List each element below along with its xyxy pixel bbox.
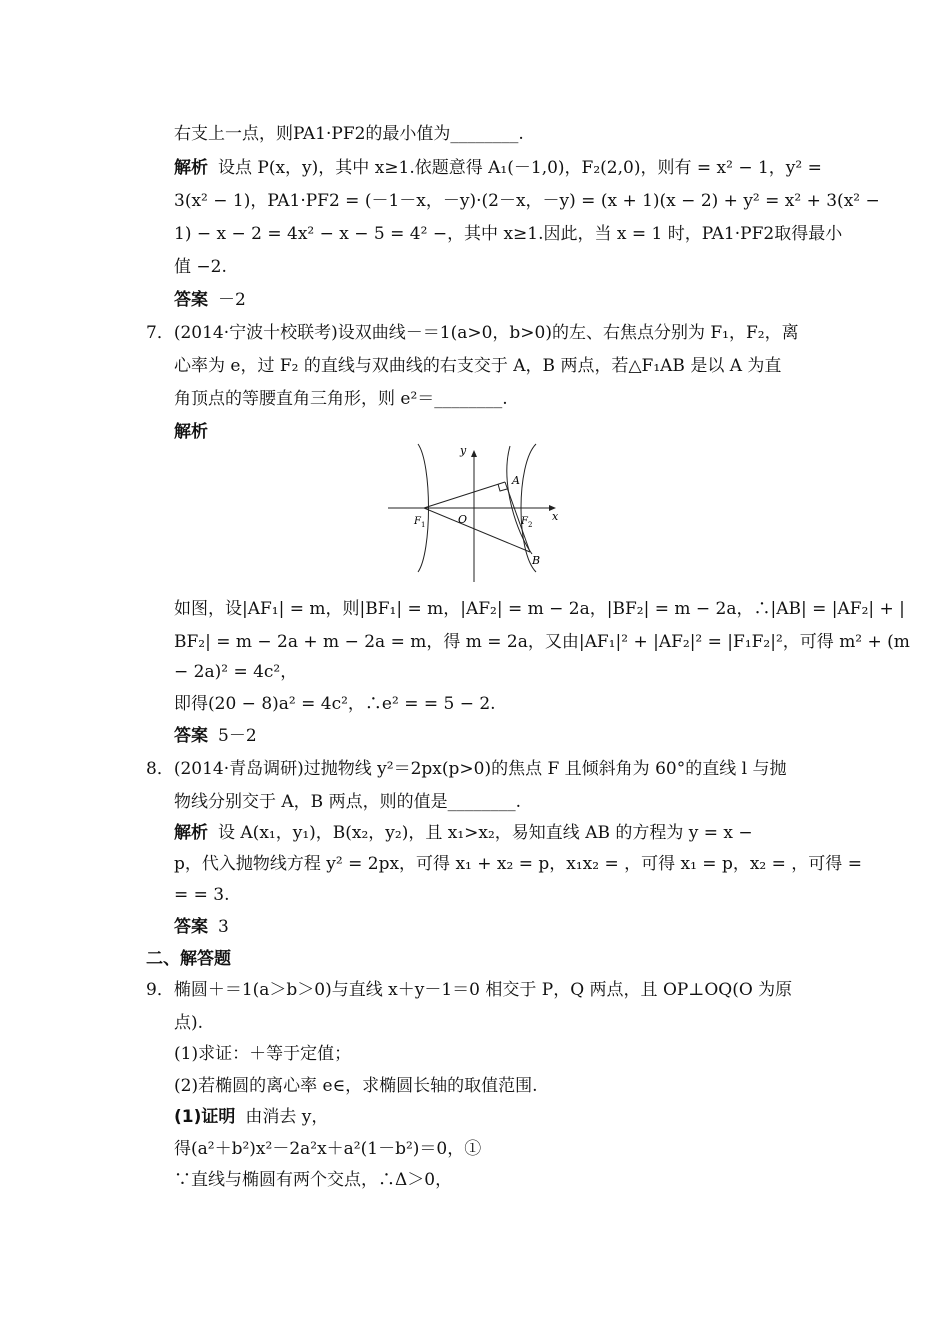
answer-label: 答案 bbox=[174, 917, 208, 937]
text-line: BF₂| = m − 2a + m − 2a = m，得 m = 2a，又由|AF₁|² + |AF₂|² = |F₁F₂|²，可得 m² + (m bbox=[174, 632, 910, 652]
answer-line bbox=[174, 913, 229, 941]
text-line: (2)若椭圆的离心率 e∈，求椭圆长轴的取值范围. bbox=[174, 1076, 538, 1096]
answer-value: －2 bbox=[218, 290, 246, 310]
text-line: 如图，设|AF₁| = m，则|BF₁| = m，|AF₂| = m − 2a，|BF₂| = m − 2a，∴|AB| = |AF₂| + | bbox=[174, 599, 905, 619]
text-line bbox=[174, 1103, 328, 1131]
question-text: (2014·青岛调研)过抛物线 y²＝2px(p>0)的焦点 F 且倾斜角为 60°的直线 l 与抛 bbox=[173, 759, 787, 779]
answer-label: 答案 bbox=[174, 726, 208, 746]
focus-sub-f2: 2 bbox=[528, 521, 533, 529]
text-line: = = 3. bbox=[174, 885, 230, 905]
text-line bbox=[174, 819, 753, 847]
focus-label-f2: F bbox=[521, 516, 528, 527]
question-line bbox=[146, 755, 786, 783]
question-line bbox=[146, 319, 799, 347]
text-line bbox=[174, 154, 822, 182]
axis-label-x: x bbox=[552, 510, 559, 523]
analysis-text: 设 A(x₁，y₁)，B(x₂，y₂)，且 x₁>x₂，易知直线 AB 的方程为 y = x − bbox=[218, 823, 753, 843]
question-number: 7． bbox=[146, 323, 174, 343]
point-label-b: B bbox=[532, 554, 541, 567]
focus-sub-f1: 1 bbox=[421, 521, 426, 529]
text-line: 角顶点的等腰直角三角形，则 e²＝________. bbox=[174, 389, 508, 409]
hyperbola-figure bbox=[388, 442, 568, 584]
question-line bbox=[146, 976, 792, 1004]
text-line: ∵直线与椭圆有两个交点，∴Δ＞0， bbox=[174, 1170, 453, 1190]
focus-label-f1: F bbox=[414, 516, 421, 527]
analysis-label: 解析 bbox=[174, 422, 208, 442]
section-heading: 二、解答题 bbox=[146, 949, 231, 969]
answer-label: 答案 bbox=[174, 290, 208, 310]
point-label-a: A bbox=[512, 474, 520, 487]
analysis-label: 解析 bbox=[174, 823, 208, 843]
text-line: 物线分别交于 A，B 两点，则的值是________. bbox=[174, 792, 521, 812]
analysis-label: 解析 bbox=[174, 158, 208, 178]
text-line: (1)求证：＋等于定值； bbox=[174, 1044, 352, 1064]
text-line: 点). bbox=[174, 1013, 204, 1033]
hyperbola-diagram bbox=[388, 442, 568, 584]
question-number: 8． bbox=[146, 759, 174, 779]
question-text: 椭圆＋＝1(a＞b＞0)与直线 x＋y－1＝0 相交于 P，Q 两点，且 OP⊥OQ(O 为原 bbox=[173, 980, 793, 1000]
text-line: 值 −2. bbox=[174, 257, 227, 277]
answer-value: 3 bbox=[218, 917, 229, 937]
text-line: − 2a)² = 4c²， bbox=[174, 662, 298, 682]
text-line: 心率为 e，过 F₂ 的直线与双曲线的右支交于 A，B 两点，若△F₁AB 是以 A 为直 bbox=[174, 356, 782, 376]
text-line: 右支上一点，则PA1·PF2的最小值为________. bbox=[174, 124, 524, 144]
text-line: 3(x² − 1)，PA1·PF2 = (－1－x，－y)·(2－x，－y) = (x + 1)(x − 2) + y² = x² + 3(x² − bbox=[174, 191, 880, 211]
text-line: 得(a²＋b²)x²－2a²x＋a²(1－b²)＝0，① bbox=[174, 1139, 482, 1159]
axis-label-y: y bbox=[460, 444, 467, 457]
proof-text: 由消去 y， bbox=[245, 1107, 329, 1127]
answer-value: 5－2 bbox=[218, 726, 257, 746]
question-text: (2014·宁波十校联考)设双曲线－＝1(a>0，b>0)的左、右焦点分别为 F₁，F₂，离 bbox=[173, 323, 799, 343]
text-line: 即得(20 − 8)a² = 4c²，∴e² = = 5 − 2. bbox=[174, 694, 496, 714]
analysis-text: 设点 P(x，y)，其中 x≥1.依题意得 A₁(－1,0)，F₂(2,0)，则有 = x² − 1，y² = bbox=[218, 158, 822, 178]
origin-label: O bbox=[458, 513, 468, 526]
proof-label: (1)证明 bbox=[174, 1107, 236, 1127]
text-line: p，代入抛物线方程 y² = 2px，可得 x₁ + x₂ = p，x₁x₂ = ，可得 x₁ = p，x₂ = ，可得 = bbox=[174, 854, 862, 874]
text-line: 1) − x − 2 = 4x² − x − 5 = 4² −，其中 x≥1.因此，当 x = 1 时，PA1·PF2取得最小 bbox=[174, 224, 843, 244]
question-number: 9． bbox=[146, 980, 174, 1000]
answer-line bbox=[174, 722, 257, 750]
answer-line bbox=[174, 286, 246, 314]
text-line bbox=[174, 418, 218, 446]
